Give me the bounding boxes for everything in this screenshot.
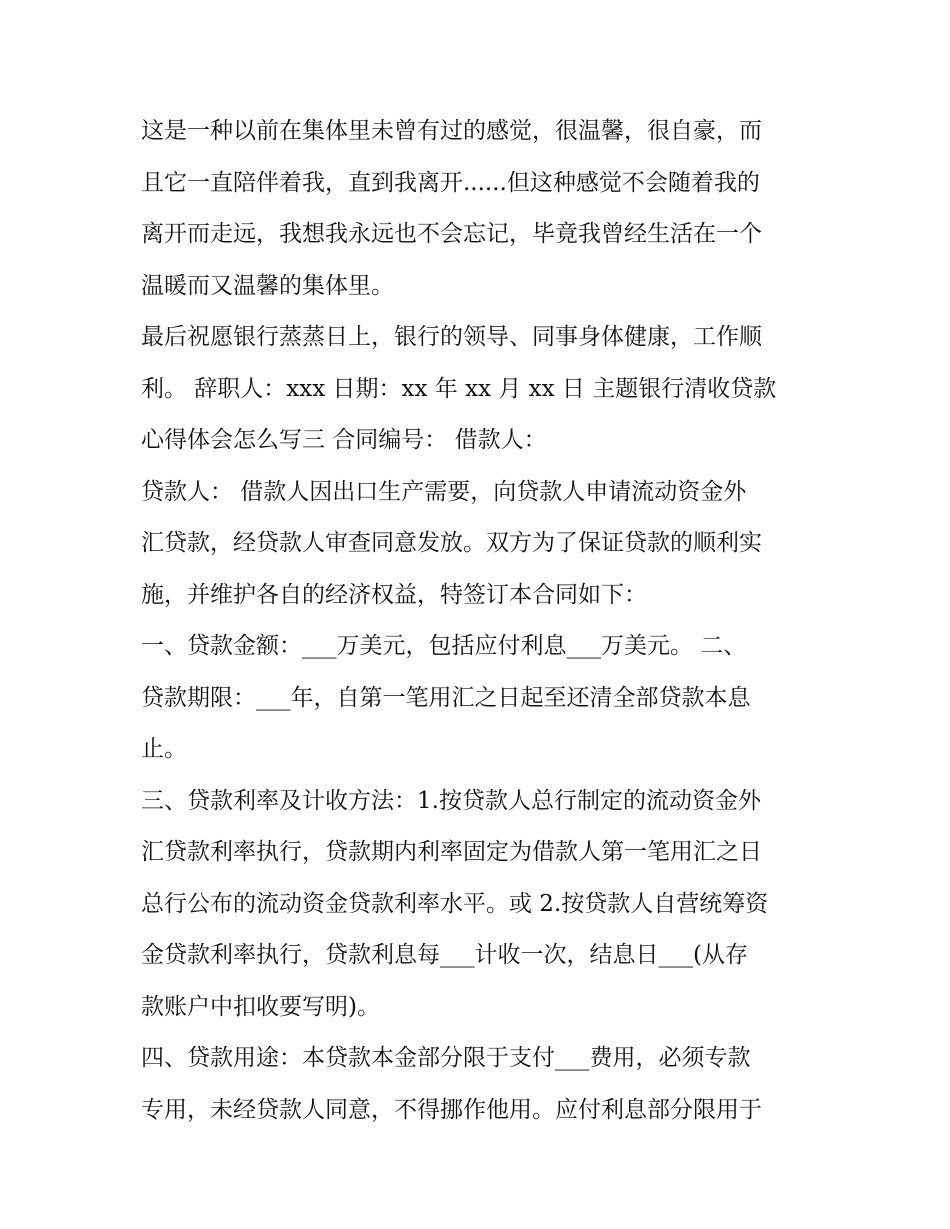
text-line: 专用，未经贷款人同意，不得挪作他用。应付利息部分限用于 bbox=[141, 1096, 762, 1123]
text-line: 最后祝愿银行蒸蒸日上，银行的领导、同事身体健康，工作顺 bbox=[141, 324, 762, 350]
text-line: 三、贷款利率及计收方法：1.按贷款人总行制定的流动资金外 bbox=[141, 787, 761, 814]
text-line: 贷款人： 借款人因出口生产需要，向贷款人申请流动资金外 bbox=[141, 478, 747, 505]
text-line: 这是一种以前在集体里未曾有过的感觉，很温馨，很自豪，而 bbox=[141, 118, 762, 144]
text-line: 心得体会怎么写三 合同编号： 借款人： bbox=[141, 427, 547, 453]
text-line: 金贷款利率执行，贷款利息每___计收一次，结息日___(从存 bbox=[141, 942, 748, 968]
text-line: 汇贷款利率执行，贷款期内利率固定为借款人第一笔用汇之日 bbox=[141, 839, 762, 865]
text-line: 离开而走远，我想我永远也不会忘记，毕竟我曾经生活在一个 bbox=[141, 221, 762, 247]
text-line: 款账户中扣收要写明)。 bbox=[141, 993, 380, 1020]
text-line: 温暖而又温馨的集体里。 bbox=[141, 272, 394, 299]
text-line: 贷款期限：___年，自第一笔用汇之日起至还清全部贷款本息 bbox=[141, 684, 751, 711]
text-line: 四、贷款用途：本贷款本金部分限于支付___费用，必须专款 bbox=[141, 1045, 751, 1071]
text-line: 止。 bbox=[141, 736, 187, 762]
text-line: 利。 辞职人：xxx 日期：xx 年 xx 月 xx 日 主题银行清收贷款 bbox=[141, 375, 777, 402]
text-line: 且它一直陪伴着我，直到我离开......但这种感觉不会随着我的 bbox=[141, 169, 760, 196]
text-line: 一、贷款金额：___万美元，包括应付利息___万美元。 二、 bbox=[141, 633, 747, 659]
document-body bbox=[141, 106, 813, 1136]
text-line: 施，并维护各自的经济权益，特签订本合同如下： bbox=[141, 581, 647, 608]
text-line: 总行公布的流动资金贷款利率水平。或 2.按贷款人自营统筹资 bbox=[141, 890, 769, 917]
text-line: 汇贷款，经贷款人审查同意发放。双方为了保证贷款的顺利实 bbox=[141, 530, 762, 556]
